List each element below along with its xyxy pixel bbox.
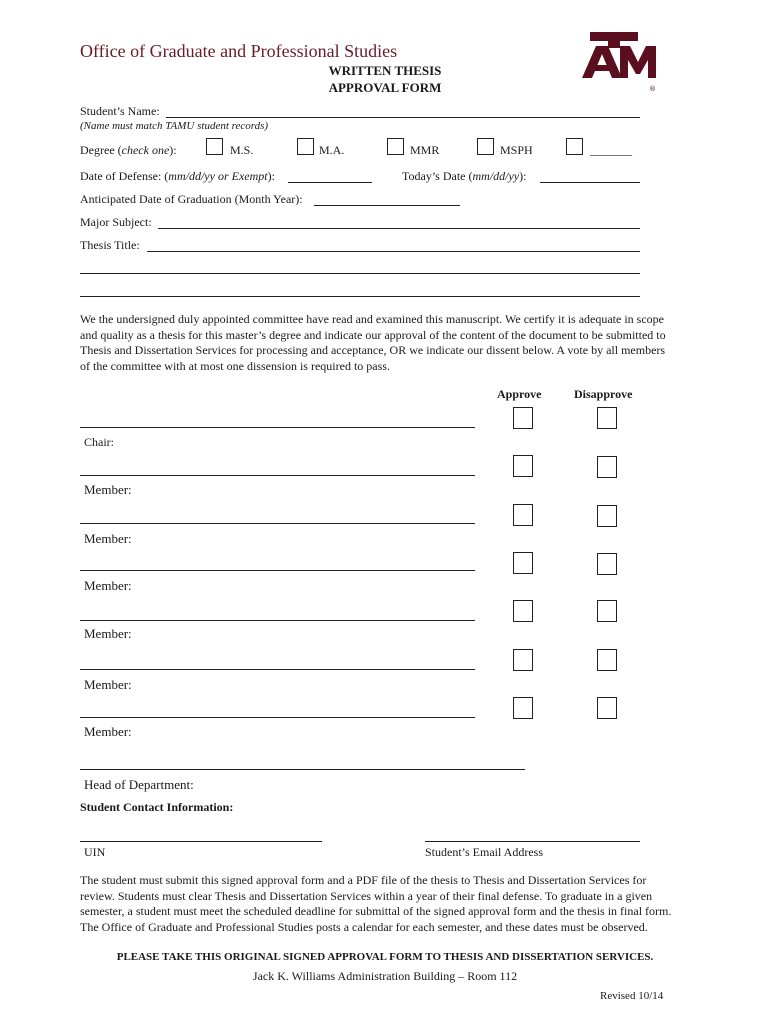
degree-msph-checkbox[interactable] bbox=[477, 138, 494, 155]
member4-signature-line[interactable] bbox=[80, 620, 475, 621]
member2-disapprove-checkbox[interactable] bbox=[597, 505, 617, 527]
form-title-line2: APPROVAL FORM bbox=[328, 80, 442, 95]
degree-ma-checkbox[interactable] bbox=[297, 138, 314, 155]
member2-label: Member: bbox=[84, 531, 132, 546]
degree-other-checkbox[interactable] bbox=[566, 138, 583, 155]
office-title: Office of Graduate and Professional Studies bbox=[80, 41, 398, 61]
chair-label: Chair: bbox=[84, 435, 114, 449]
contact-title: Student Contact Information: bbox=[80, 800, 234, 814]
revised-date: Revised 10/14 bbox=[600, 990, 664, 1002]
head-of-department-signature-line[interactable] bbox=[80, 769, 525, 770]
member6-label: Member: bbox=[84, 724, 132, 739]
member4-disapprove-checkbox[interactable] bbox=[597, 600, 617, 622]
disapprove-header: Disapprove bbox=[574, 387, 633, 401]
today-date-label: Today’s Date (mm/dd/yy): bbox=[402, 169, 527, 183]
svg-text:®: ® bbox=[649, 85, 656, 93]
chair-approve-checkbox[interactable] bbox=[513, 407, 533, 429]
member1-signature-line[interactable] bbox=[80, 475, 475, 476]
member1-approve-checkbox[interactable] bbox=[513, 455, 533, 477]
chair-disapprove-checkbox[interactable] bbox=[597, 407, 617, 429]
defense-date-field[interactable] bbox=[288, 182, 372, 183]
member1-disapprove-checkbox[interactable] bbox=[597, 456, 617, 478]
uin-label: UIN bbox=[84, 845, 106, 859]
email-field[interactable] bbox=[425, 841, 640, 842]
member3-label: Member: bbox=[84, 578, 132, 593]
member3-disapprove-checkbox[interactable] bbox=[597, 553, 617, 575]
member5-disapprove-checkbox[interactable] bbox=[597, 649, 617, 671]
office-address: Jack K. Williams Administration Building – Room 112 bbox=[252, 969, 518, 983]
degree-ms-checkbox[interactable] bbox=[206, 138, 223, 155]
member6-disapprove-checkbox[interactable] bbox=[597, 697, 617, 719]
today-date-field[interactable] bbox=[540, 182, 640, 183]
graduation-label: Anticipated Date of Graduation (Month Year): bbox=[80, 192, 303, 206]
degree-msph-label: MSPH bbox=[500, 143, 533, 157]
member2-signature-line[interactable] bbox=[80, 523, 475, 524]
student-name-note: (Name must match TAMU student records) bbox=[80, 120, 269, 132]
degree-ms-label: M.S. bbox=[230, 143, 254, 157]
graduation-field[interactable] bbox=[314, 205, 460, 206]
member2-approve-checkbox[interactable] bbox=[513, 504, 533, 526]
member6-signature-line[interactable] bbox=[80, 717, 475, 718]
major-field[interactable] bbox=[158, 228, 640, 229]
member5-approve-checkbox[interactable] bbox=[513, 649, 533, 671]
member6-approve-checkbox[interactable] bbox=[513, 697, 533, 719]
member4-approve-checkbox[interactable] bbox=[513, 600, 533, 622]
thesis-title-field-line3[interactable] bbox=[80, 296, 640, 297]
thesis-title-label: Thesis Title: bbox=[80, 238, 140, 252]
degree-label: Degree (check one): bbox=[80, 143, 177, 157]
approve-header: Approve bbox=[497, 387, 542, 401]
degree-mmr-label: MMR bbox=[410, 143, 440, 157]
chair-signature-line[interactable] bbox=[80, 427, 475, 428]
student-name-field[interactable] bbox=[166, 117, 640, 118]
member4-label: Member: bbox=[84, 626, 132, 641]
submission-notice: PLEASE TAKE THIS ORIGINAL SIGNED APPROVAL FORM TO THESIS AND DISSERTATION SERVICES. bbox=[116, 951, 654, 963]
member5-label: Member: bbox=[84, 677, 132, 692]
degree-mmr-checkbox[interactable] bbox=[387, 138, 404, 155]
degree-other-field[interactable]: _______ bbox=[590, 143, 632, 157]
member3-approve-checkbox[interactable] bbox=[513, 552, 533, 574]
uin-field[interactable] bbox=[80, 841, 322, 842]
head-of-department-label: Head of Department: bbox=[84, 777, 194, 792]
certification-text: We the undersigned duly appointed committee have read and examined this manuscript. We certify it is adequate in scope and quality as a thesis for this master’s degree and indicate our approval of the content of the document to be submitted to Thesis and Dissertation Services for processing and acceptance, OR we indicate our dissent below. A vote by all members of the committee with at most one dissension is required to pass. bbox=[80, 312, 666, 373]
member3-signature-line[interactable] bbox=[80, 570, 475, 571]
major-label: Major Subject: bbox=[80, 215, 152, 229]
email-label: Student’s Email Address bbox=[425, 845, 543, 859]
student-name-label: Student’s Name: bbox=[80, 104, 160, 118]
degree-ma-label: M.A. bbox=[319, 143, 345, 157]
thesis-title-field[interactable] bbox=[147, 251, 640, 252]
member1-label: Member: bbox=[84, 482, 132, 497]
instructions-text: The student must submit this signed approval form and a PDF file of the thesis to Thesis and Dissertation Services for review. Students must clear Thesis and Dissertation Services within a year of their final defense. To graduate in a given semester, a student must meet the scheduled deadline for submittal of the signed approval form and the thesis in final form. The Office of Graduate and Professional Studies posts a calendar for each semester, and these dates must be observed. bbox=[80, 873, 672, 934]
tamu-logo-icon bbox=[580, 32, 658, 94]
defense-date-label: Date of Defense: (mm/dd/yy or Exempt): bbox=[80, 169, 275, 183]
thesis-title-field-line2[interactable] bbox=[80, 273, 640, 274]
member5-signature-line[interactable] bbox=[80, 669, 475, 670]
form-title-line1: WRITTEN THESIS bbox=[328, 63, 442, 78]
